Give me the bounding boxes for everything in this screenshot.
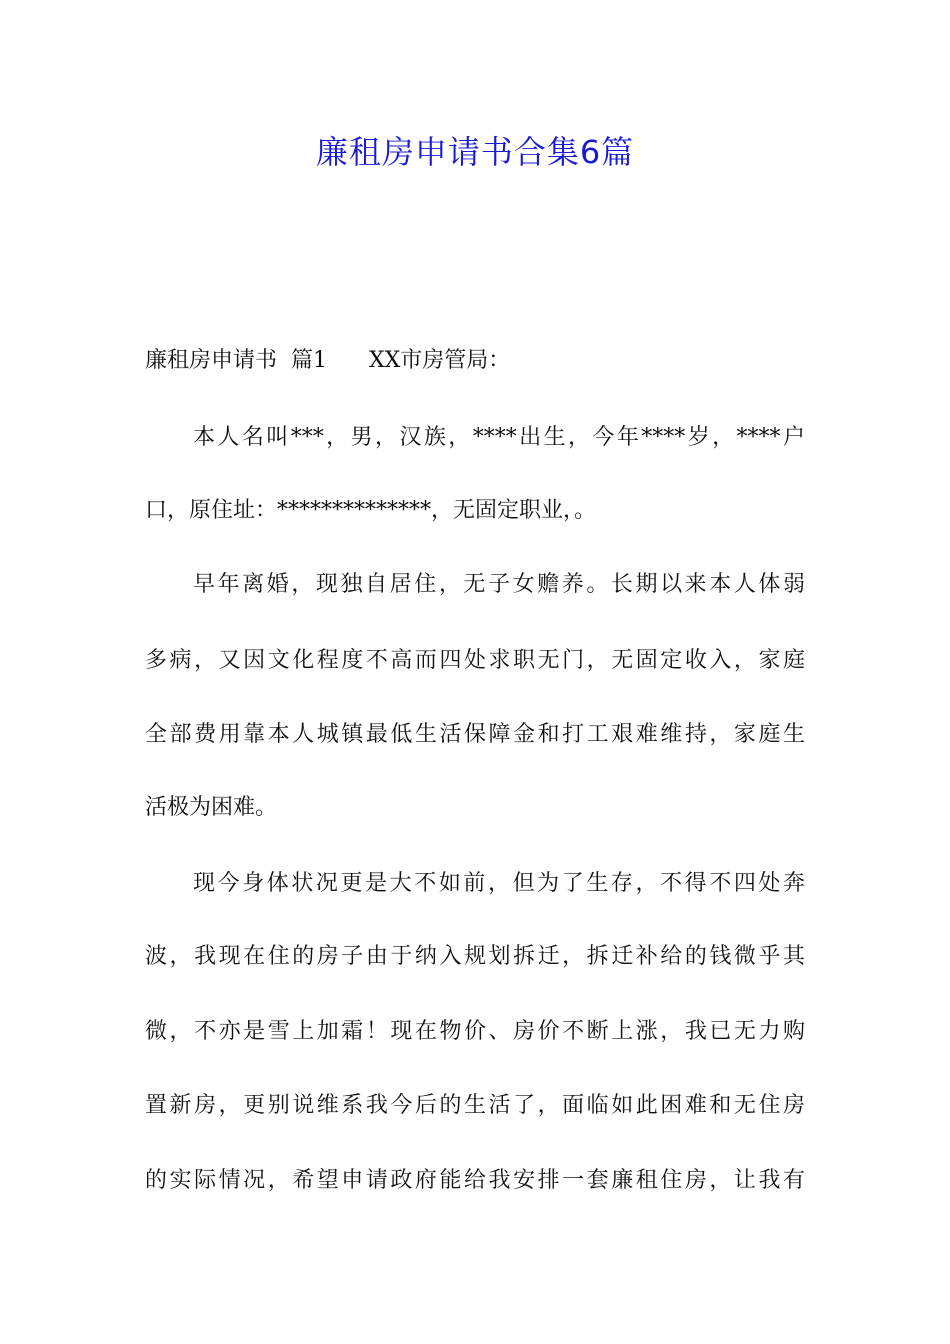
paragraph-2-line-4: 活极为困难。 [145, 795, 278, 820]
paragraph-3-line-4: 置新房，更别说维系我今后的生活了，面临如此困难和无住房 [145, 1093, 805, 1118]
paragraph-2-line-3: 全部费用靠本人城镇最低生活保障金和打工艰难维持，家庭生 [145, 722, 805, 747]
paragraph-2-line-1: 早年离婚，现独自居住，无子女赡养。长期以来本人体弱 [193, 572, 805, 597]
section-heading-line [145, 346, 510, 376]
paragraph-3-line-5: 的实际情况，希望申请政府能给我安排一套廉租住房，让我有 [145, 1168, 805, 1193]
paragraph-1-line-2: 口，原住址：**************，无固定职业，。 [145, 498, 597, 523]
addressee: XX市房管局： [368, 348, 511, 373]
paragraph-1-line-1: 本人名叫***，男，汉族，****出生，今年****岁，****户 [193, 425, 805, 450]
document-title: 廉租房申请书合集6篇 [315, 133, 635, 171]
paragraph-3-line-2: 波，我现在住的房子由于纳入规划拆迁，拆迁补给的钱微乎其 [145, 944, 805, 969]
section-heading: 廉租房申请书 篇1 [145, 348, 327, 373]
paragraph-3-line-3: 微，不亦是雪上加霜！现在物价、房价不断上涨，我已无力购 [145, 1019, 805, 1044]
paragraph-3-line-1: 现今身体状况更是大不如前，但为了生存，不得不四处奔 [193, 871, 805, 896]
paragraph-2-line-2: 多病，又因文化程度不高而四处求职无门，无固定收入，家庭 [145, 648, 805, 673]
